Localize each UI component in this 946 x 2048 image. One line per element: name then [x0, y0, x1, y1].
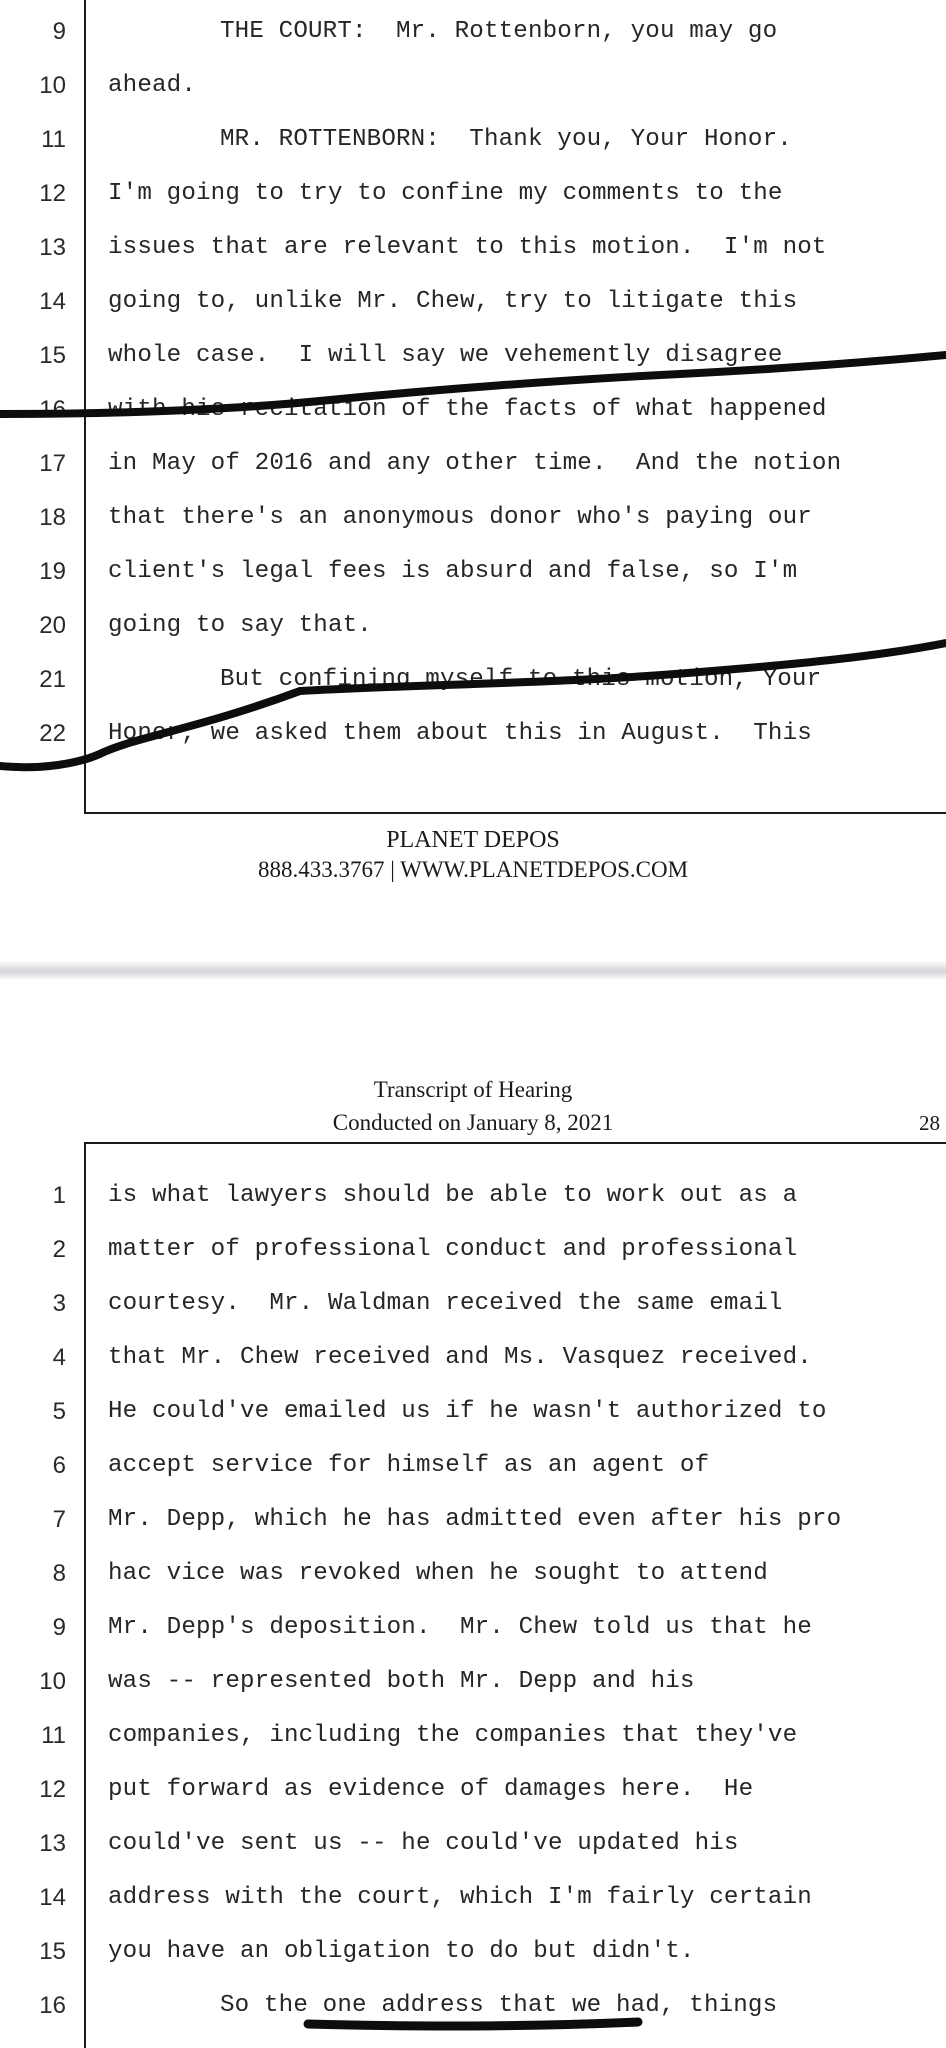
line-number: 11: [41, 1722, 66, 1749]
header-title: Transcript of Hearing: [373, 1077, 573, 1102]
line-number: 9: [52, 1614, 66, 1641]
line-number: 21: [39, 666, 66, 693]
line-text: MR. ROTTENBORN: Thank you, Your Honor.: [220, 126, 792, 153]
line-text: going to say that.: [108, 612, 372, 639]
line-number: 5: [52, 1398, 66, 1425]
line-number: 15: [39, 1938, 66, 1965]
page-number: 28: [919, 1111, 940, 1135]
header-subtitle: Conducted on January 8, 2021: [332, 1110, 614, 1135]
line-text: He could've emailed us if he wasn't authorized to: [108, 1398, 827, 1425]
line-number: 10: [39, 1668, 66, 1695]
line-text: issues that are relevant to this motion. I'm not: [108, 234, 827, 261]
line-number: 14: [39, 288, 66, 315]
line-number: 3: [52, 1290, 66, 1317]
line-number: 13: [39, 234, 66, 261]
line-text: hac vice was revoked when he sought to attend: [108, 1560, 768, 1587]
line-number: 12: [39, 180, 66, 207]
line-text: you have an obligation to do but didn't.: [108, 1938, 695, 1965]
line-number: 11: [41, 126, 66, 153]
line-text: THE COURT: Mr. Rottenborn, you may go: [220, 18, 778, 45]
line-text: with his recitation of the facts of what happened: [108, 396, 827, 423]
line-text: was -- represented both Mr. Depp and his: [108, 1668, 695, 1695]
line-number: 17: [39, 450, 66, 477]
line-text: could've sent us -- he could've updated his: [108, 1830, 739, 1857]
line-number: 19: [39, 558, 66, 585]
line-text: address with the court, which I'm fairly certain: [108, 1884, 812, 1911]
line-text: Honor, we asked them about this in August. This: [108, 720, 812, 747]
line-text: So the one address that we had, things: [220, 1992, 778, 2019]
line-number: 16: [39, 1992, 66, 2019]
line-number: 8: [52, 1560, 66, 1587]
page-separator: [0, 960, 946, 980]
line-number: 18: [39, 504, 66, 531]
line-text: client's legal fees is absurd and false, so I'm: [108, 558, 798, 585]
line-text: whole case. I will say we vehemently disagree: [108, 342, 783, 369]
line-text: is what lawyers should be able to work out as a: [108, 1182, 798, 1209]
line-number: 4: [52, 1344, 66, 1371]
line-text: that Mr. Chew received and Ms. Vasquez received.: [108, 1344, 812, 1371]
line-number: 16: [39, 396, 66, 423]
line-text: But confining myself to this motion, Your: [220, 666, 822, 693]
line-text: that there's an anonymous donor who's paying our: [108, 504, 812, 531]
line-text: put forward as evidence of damages here. He: [108, 1776, 754, 1803]
line-number: 20: [39, 612, 66, 639]
line-number: 14: [39, 1884, 66, 1911]
line-number: 2: [52, 1236, 66, 1263]
line-number: 13: [39, 1830, 66, 1857]
footer-contact: 888.433.3767 | WWW.PLANETDEPOS.COM: [257, 857, 689, 882]
line-number: 22: [39, 720, 66, 747]
line-text: matter of professional conduct and professional: [108, 1236, 798, 1263]
line-number: 10: [39, 72, 66, 99]
line-text: Mr. Depp's deposition. Mr. Chew told us that he: [108, 1614, 812, 1641]
line-number: 6: [52, 1452, 66, 1479]
line-text: going to, unlike Mr. Chew, try to litigate this: [108, 288, 798, 315]
line-text: ahead.: [108, 72, 196, 99]
line-text: in May of 2016 and any other time. And the notion: [108, 450, 842, 477]
line-text: companies, including the companies that they've: [108, 1722, 798, 1749]
line-number: 15: [39, 342, 66, 369]
footer-company: PLANET DEPOS: [386, 827, 560, 853]
ink-underline: [308, 2022, 638, 2026]
line-number: 9: [52, 18, 66, 45]
line-text: courtesy. Mr. Waldman received the same email: [108, 1290, 783, 1317]
line-number: 7: [52, 1506, 66, 1533]
line-text: accept service for himself as an agent of: [108, 1452, 710, 1479]
line-text: I'm going to try to confine my comments to the: [108, 180, 783, 207]
line-number: 1: [52, 1182, 66, 1209]
line-number: 12: [39, 1776, 66, 1803]
line-text: Mr. Depp, which he has admitted even after his pro: [108, 1506, 842, 1533]
